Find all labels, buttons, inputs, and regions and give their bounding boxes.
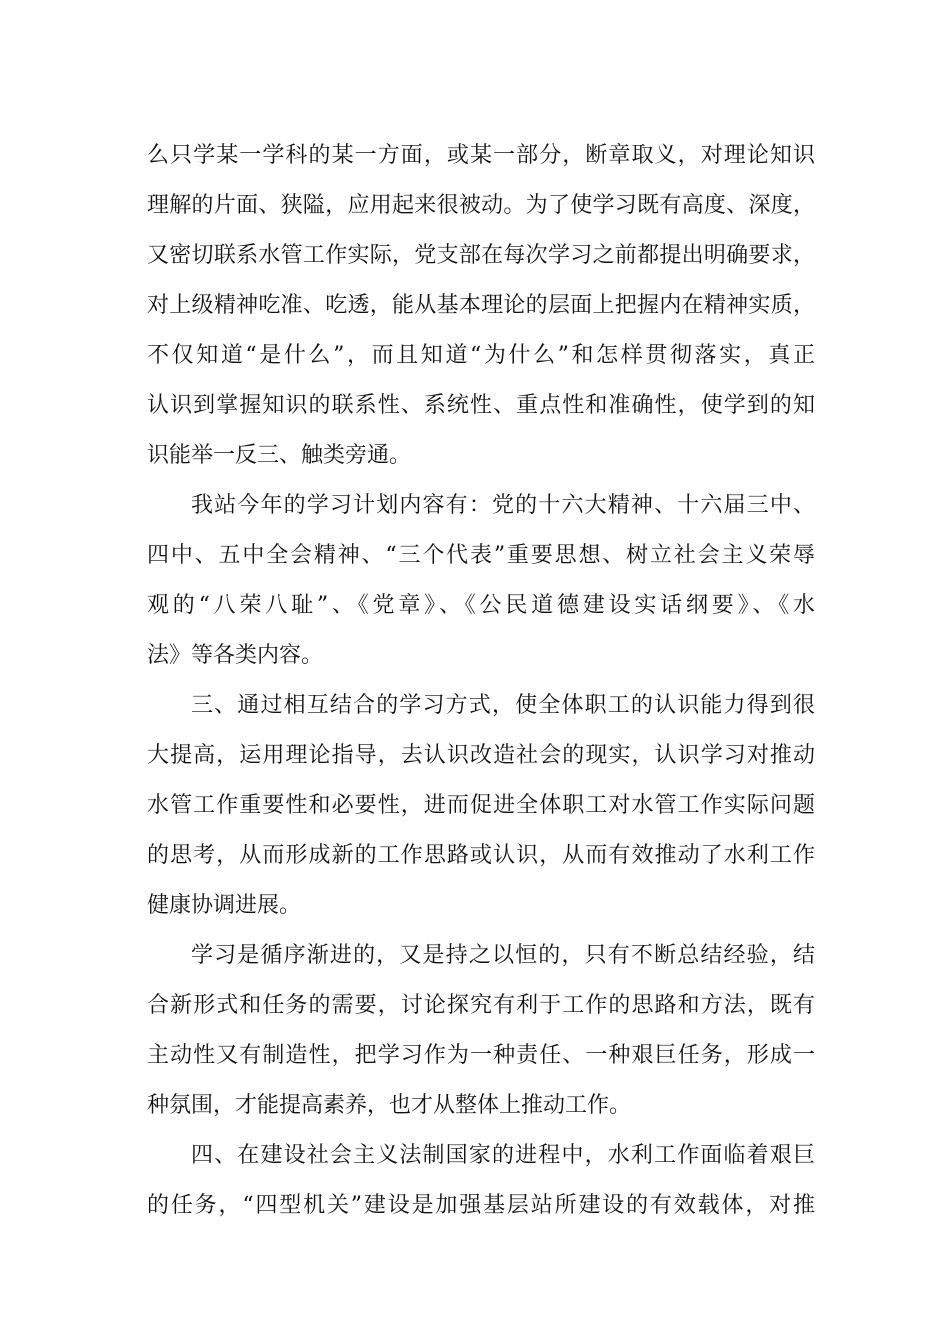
text-line: 合新形式和任务的需要，讨论探究有利于工作的思路和方法，既有: [147, 993, 815, 1018]
text-line: 认识到掌握知识的联系性、系统性、重点性和准确性，使学到的知: [147, 393, 815, 418]
paragraph-first-line: 学习是循序渐进的，又是持之以恒的，只有不断总结经验，结: [191, 943, 815, 968]
text-line: 对上级精神吃准、吃透，能从基本理论的层面上把握内在精神实质，: [147, 293, 815, 318]
text-line: 的思考，从而形成新的工作思路或认识，从而有效推动了水利工作: [147, 843, 815, 868]
text-line: 主动性又有制造性，把学习作为一种责任、一种艰巨任务，形成一: [147, 1043, 815, 1068]
paragraph-first-line: 我站今年的学习计划内容有：党的十六大精神、十六届三中、: [191, 493, 815, 518]
text-line: 水管工作重要性和必要性，进而促进全体职工对水管工作实际问题: [147, 793, 815, 818]
text-line: 理解的片面、狭隘，应用起来很被动。为了使学习既有高度、深度，: [147, 193, 815, 218]
text-line: 种氛围，才能提高素养，也才从整体上推动工作。: [147, 1093, 632, 1118]
body-text: [147, 131, 815, 1231]
text-line: 大提高，运用理论指导，去认识改造社会的现实，认识学习对推动: [147, 743, 815, 768]
text-line: 识能举一反三、触类旁通。: [147, 443, 412, 468]
text-line: 四中、五中全会精神、“三个代表”重要思想、树立社会主义荣辱: [147, 543, 815, 568]
text-line: 不仅知道“是什么”，而且知道“为什么”和怎样贯彻落实，真正: [147, 343, 815, 368]
text-line: 又密切联系水管工作实际，党支部在每次学习之前都提出明确要求，: [147, 243, 815, 268]
text-line: 健康协调进展。: [147, 893, 302, 918]
text-line: 法》等各类内容。: [147, 643, 324, 668]
text-line: 么只学某一学科的某一方面，或某一部分，断章取义，对理论知识: [147, 143, 815, 168]
text-line: 观的“八荣八耻”、《党章》、《公民道德建设实话纲要》、《水: [147, 593, 815, 618]
text-line: 的任务，“四型机关”建设是加强基层站所建设的有效载体，对推: [147, 1193, 815, 1218]
paragraph-first-line: 四、在建设社会主义法制国家的进程中，水利工作面临着艰巨: [191, 1143, 815, 1168]
paragraph-first-line: 三、通过相互结合的学习方式，使全体职工的认识能力得到很: [191, 693, 815, 718]
